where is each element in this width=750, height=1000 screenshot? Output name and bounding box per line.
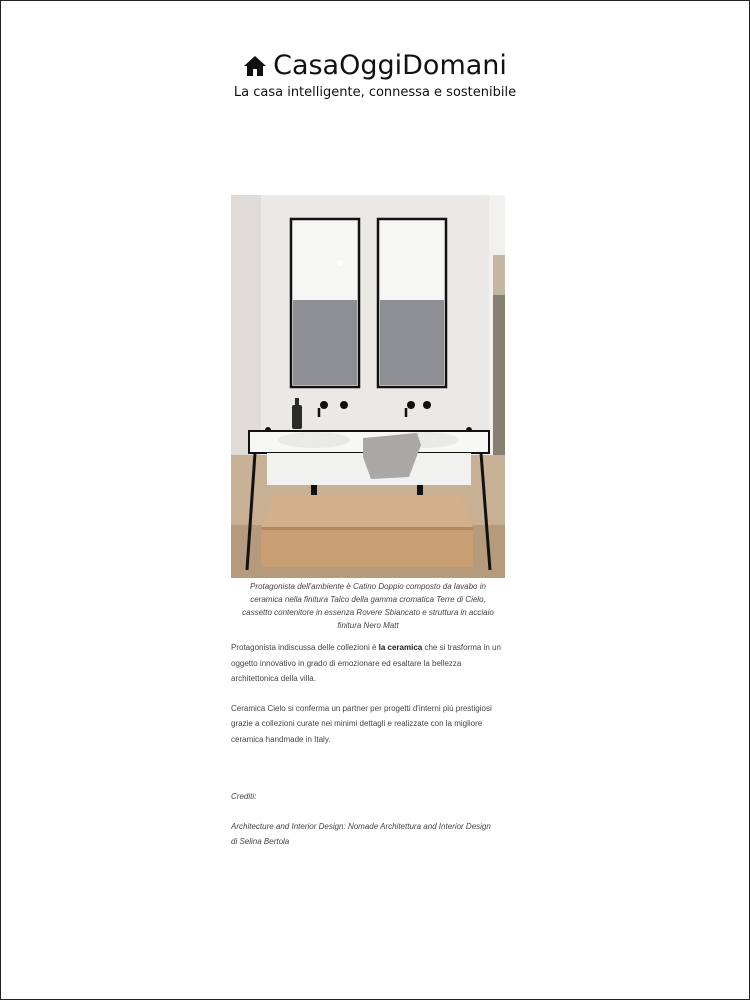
paragraph-1-end: che si trasforma in un oggetto innovativo in grado di emozionare ed esaltare la bellezza architettonica della villa. [231,643,501,683]
article-body [231,195,505,849]
paragraph-1-bold: la ceramica [378,643,423,652]
paragraph-1 [231,640,505,687]
credits-label: Crediti: [231,792,257,801]
bathroom-double-sink-photo [231,195,505,578]
credits-text: Architecture and Interior Design: Nomade Architettura and Interior Design di Selina Bertola [231,822,491,846]
site-header [0,50,750,100]
house-icon [243,54,267,78]
site-logo[interactable] [243,50,507,81]
paragraph-1-start: Protagonista indiscussa delle collezioni è [231,643,379,652]
brand-tagline: La casa intelligente, connessa e sostenibile [233,84,517,100]
bathroom-illustration [231,195,505,578]
brand-name: CasaOggiDomani [273,50,507,81]
paragraph-2: Ceramica Cielo si conferma un partner per progetti d'interni più prestigiosi grazie a collezioni curate nei minimi dettagli e realizzate con la migliore ceramica handmade in Italy. [231,703,492,744]
photo-caption: Protagonista dell'ambiente è Catino Doppio composto da lavabo in ceramica nella finitura Talco della gamma cromatica Terre di Cielo, cassetto contenitore in essenza Rovere Sbiancato e struttura in acciaio finitura Nero Matt [242,582,494,630]
